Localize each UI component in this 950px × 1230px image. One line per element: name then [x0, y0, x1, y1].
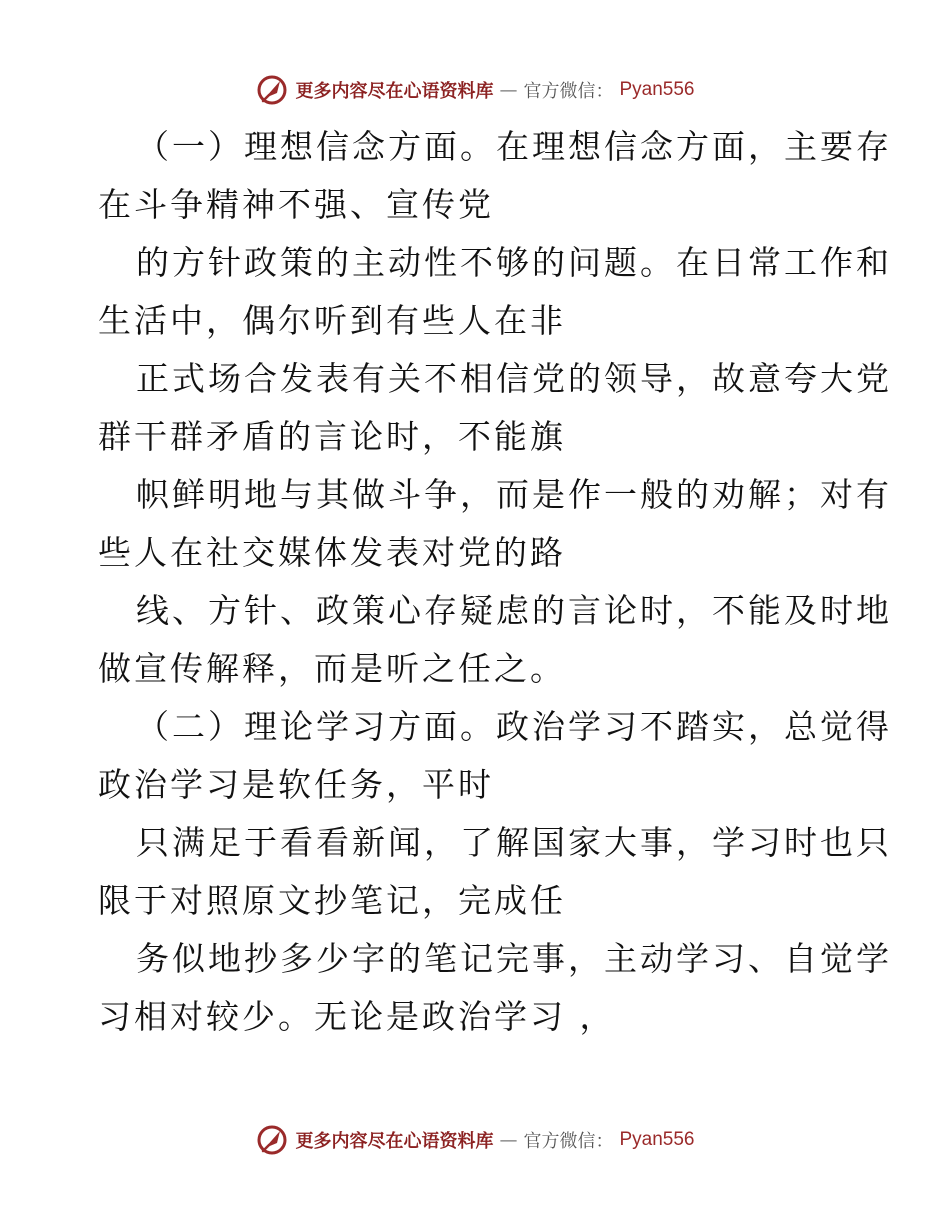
body-line: 生活中，偶尔听到有些人在非 [98, 301, 566, 340]
body-line: 的方针政策的主动性不够的问题。在日常工作和 [136, 243, 892, 282]
body-line: （一）理想信念方面。在理想信念方面，主要存 [136, 127, 892, 166]
body-line: 务似地抄多少字的笔记完事，主动学习、自觉学 [136, 939, 892, 978]
body-line: 正式场合发表有关不相信党的领导，故意夸大党 [136, 359, 892, 398]
body-line: 限于对照原文抄笔记，完成任 [98, 881, 566, 920]
header-banner-text: 更多内容尽在心语资料库 [295, 81, 494, 102]
footer-banner-separator: — [499, 1129, 518, 1151]
header-wechat-label: 官方微信： [523, 81, 614, 102]
body-line: 做宣传解释，而是听之任之。 [98, 649, 566, 688]
footer-banner [0, 1120, 950, 1160]
header-wechat-id: Pyan556 [619, 79, 695, 100]
body-line: 群干群矛盾的言论时，不能旗 [98, 417, 566, 456]
footer-wechat-id: Pyan556 [619, 1129, 695, 1150]
footer-banner-text: 更多内容尽在心语资料库 [295, 1131, 494, 1152]
footer-wechat-label: 官方微信： [523, 1131, 614, 1152]
header-banner [0, 70, 950, 110]
body-line: 习相对较少。无论是政治学习 ， [98, 997, 616, 1036]
quill-logo-icon [255, 1123, 289, 1157]
body-line: 线、方针、政策心存疑虑的言论时，不能及时地 [136, 591, 892, 630]
body-line: 帜鲜明地与其做斗争，而是作一般的劝解；对有 [136, 475, 892, 514]
header-banner-separator: — [499, 79, 518, 101]
quill-logo-icon [255, 73, 289, 107]
body-line: 只满足于看看新闻，了解国家大事，学习时也只 [136, 823, 892, 862]
body-line: 些人在社交媒体发表对党的路 [98, 533, 566, 572]
body-line: 在斗争精神不强、宣传党 [98, 185, 494, 224]
document-body [98, 118, 892, 1046]
body-line: 政治学习是软任务，平时 [98, 765, 494, 804]
body-line: （二）理论学习方面。政治学习不踏实，总觉得 [136, 707, 892, 746]
